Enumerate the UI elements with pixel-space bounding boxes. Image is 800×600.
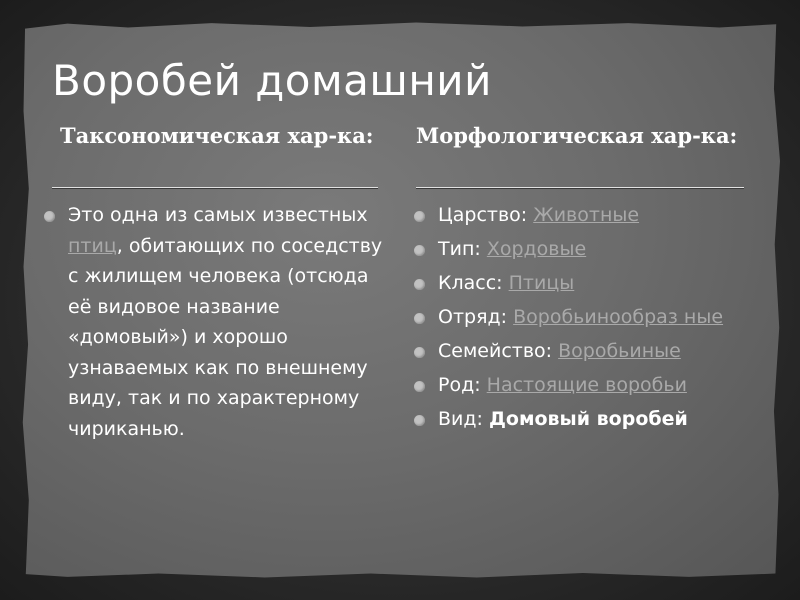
description-suffix: , обитающих по соседству с жилищем человека (отсюда её видовое название «домовый») и хорошо узнаваемых как по внешнему виду, так и по характерному чириканью. [68,234,383,440]
order-label: Отряд: [438,306,514,328]
phylum-link[interactable]: Хордовые [486,238,587,260]
species-label: Вид: [438,408,489,430]
genus-item [412,370,752,400]
genus-label: Род: [438,374,487,396]
order-link[interactable]: Воробьинообраз ные [513,306,724,328]
bullet-dot [414,279,425,290]
family-link[interactable]: Воробьиные [558,340,681,362]
description-prefix: Это одна из самых известных [68,204,368,226]
taxonomic-bullet-list [42,200,387,444]
bullet-dot [414,313,425,324]
kingdom-label: Царство: [438,204,534,226]
class-link[interactable]: Птицы [508,272,575,294]
species-item [412,404,752,434]
morphological-bullet-list [412,200,752,438]
morphological-heading: Морфологическая хар-ка: [416,123,738,148]
slide-title: Воробей домашний [52,56,492,105]
taxonomic-description [42,200,387,444]
genus-link[interactable]: Настоящие воробьи [486,374,687,396]
family-label: Семейство: [438,340,559,362]
class-label: Класс: [438,272,509,294]
phylum-item [412,234,752,264]
order-item [412,302,752,332]
class-item [412,268,752,298]
bullet-dot [44,211,55,222]
family-item [412,336,752,366]
bullet-dot [414,347,425,358]
right-divider [416,187,744,188]
taxonomic-heading: Таксономическая хар-ка: [60,123,374,148]
bullet-dot [414,211,425,222]
kingdom-link[interactable]: Животные [533,204,640,226]
bullet-dot [414,415,425,426]
bullet-dot [414,245,425,256]
species-value: Домовый воробей [488,408,688,430]
phylum-label: Тип: [438,238,487,260]
left-divider [52,187,378,188]
birds-link[interactable]: птиц [68,234,117,257]
kingdom-item [412,200,752,230]
bullet-dot [414,381,425,392]
